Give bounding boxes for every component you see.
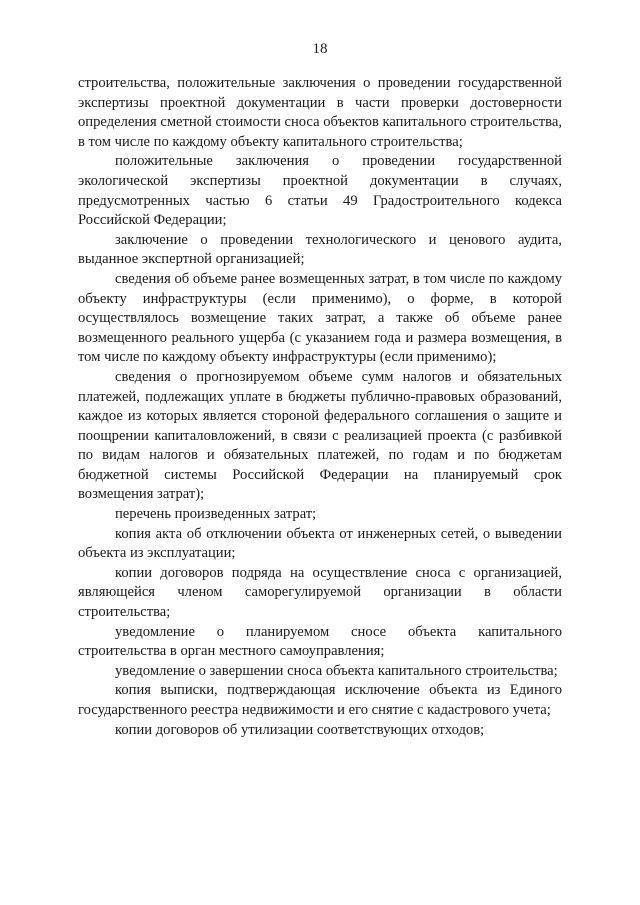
paragraph-8: копии договоров подряда на осуществление сноса с организацией, являющейся членом саморегулируемой организации в области строительства; (78, 564, 562, 621)
paragraph-12: копии договоров об утилизации соответствующих отходов; (115, 721, 485, 738)
page-number: 18 (312, 41, 328, 57)
paragraph-10: уведомление о завершении сноса объекта капитального строительства; (115, 662, 558, 679)
paragraph-1: строительства, положительные заключения о проведении государственной экспертизы проектной документации в части проверки достоверности определения сметной стоимости сноса объектов капитального строительства, в том числе по каждому объекту капитального строительства; (78, 75, 562, 150)
paragraph-11: копия выписки, подтверждающая исключение объекта из Единого государственного реестра недвижимости и его снятие с кадастрового учета; (78, 682, 562, 718)
paragraph-4: сведения об объеме ранее возмещенных затрат, в том числе по каждому объекту инфраструктуры (если применимо), о форме, в которой осуществлялось возмещение таких затрат, а также об объеме ранее возмещенного реального ущерба (с указанием года и размера возмещения, в том числе по каждому объекту инфраструктуры (если применимо); (78, 270, 562, 366)
paragraph-3: заключение о проведении технологического и ценового аудита, выданное экспертной организацией; (78, 231, 562, 268)
paragraph-5: сведения о прогнозируемом объеме сумм налогов и обязательных платежей, подлежащих уплате в бюджеты публично-правовых образований, каждое из которых является стороной федерального соглашения о защите и поощрении капиталовложений, в связи с реализацией проекта (с разбивкой по видам налогов и обязательных платежей, по годам и по бюджетам бюджетной системы Российской Федерации на планируемый срок возмещения затрат); (78, 368, 562, 503)
document-body (78, 74, 562, 740)
paragraph-7: копия акта об отключении объекта от инженерных сетей, о выведении объекта из эксплуатации; (78, 525, 562, 562)
paragraph-6: перечень произведенных затрат; (115, 506, 317, 523)
paragraph-2: положительные заключения о проведении государственной экологической экспертизы проектной документации в случаях, предусмотренных частью 6 статьи 49 Градостроительного кодекса Российской Федерации; (78, 153, 562, 229)
paragraph-9: уведомление о планируемом сносе объекта капитального строительства в орган местного самоуправления; (78, 623, 562, 660)
